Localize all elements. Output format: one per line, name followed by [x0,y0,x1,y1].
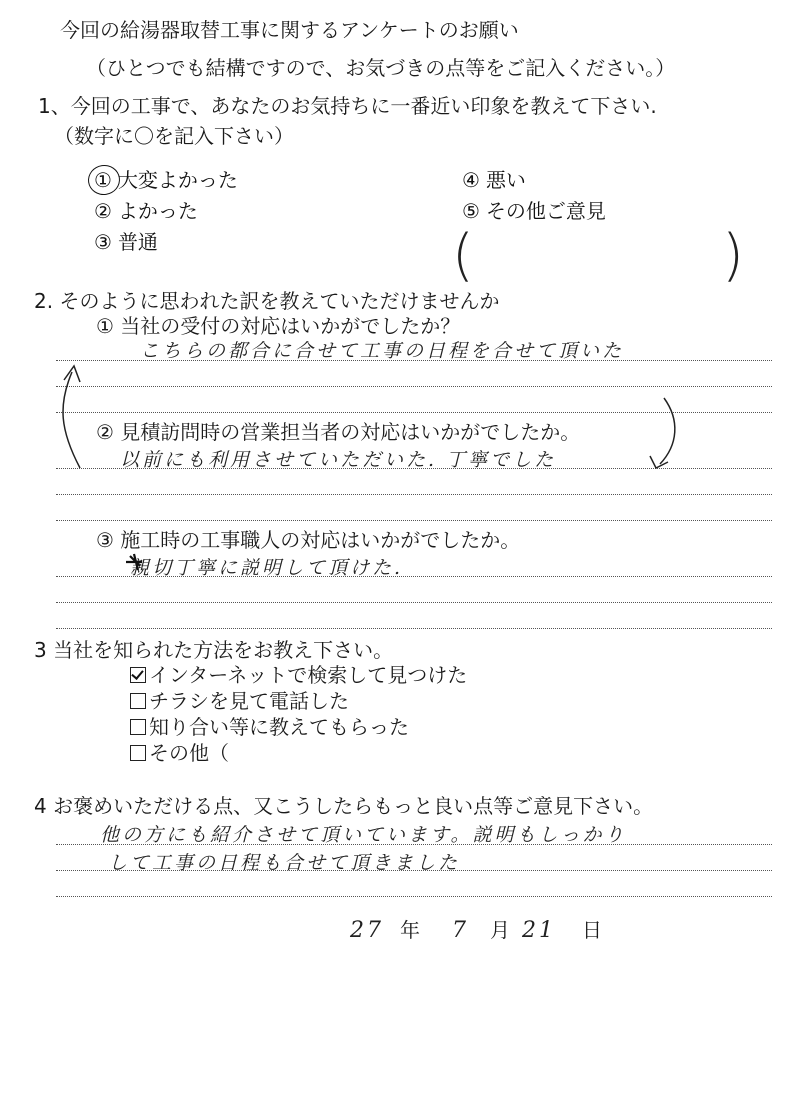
source-option-flyer[interactable] [130,689,349,713]
date-month-label: 月 [490,918,510,942]
survey-title: 今回の給湯器取替工事に関するアンケートのお願い [60,18,519,42]
date-year-value: 27 [350,918,384,943]
source-option-label: インターネットで検索して見つけた [149,663,468,687]
answer-4-line-1: 他の方にも紹介させて頂いています。説明もしっかり [100,824,627,846]
option-number: ① [94,168,112,192]
scribble-mark [126,554,142,570]
date-year-label: 年 [400,918,420,942]
question-2-2: ② 見積訪問時の営業担当者の対応はいかがでしたか。 [96,420,581,444]
answer-line [56,870,772,871]
question-2-1: ① 当社の受付の対応はいかがでしたか？ [96,314,461,338]
option-label: 普通 [117,230,158,254]
question-1: 1、今回の工事で、あなたのお気持ちに一番近い印象を教えて下さい. [38,94,657,118]
checkbox[interactable] [130,693,146,709]
question-2: 2. そのように思われた訳を教えていただけませんか [34,289,500,313]
option-label: 悪い [485,168,526,192]
left-arrow-head [64,366,80,382]
date-day-value: 21 [522,918,556,943]
question-4: 4 お褒めいただける点、又こうしたらもっと良い点等ご意見下さい。 [34,794,654,818]
option-label: その他ご意見 [485,199,606,223]
question-3: 3 当社を知られた方法をお教え下さい。 [34,638,394,662]
question-1-instruction: （数字に〇を記入下さい） [54,124,294,148]
date-day-label: 日 [582,918,602,942]
question-2-3: ③ 施工時の工事職人の対応はいかがでしたか。 [96,528,521,552]
source-option-label: チラシを見て電話した [149,689,349,713]
left-curve-arrow [63,372,80,468]
other-opinion-open-paren: ( [452,223,474,288]
answer-2-3: 親切丁寧に説明して頂けた. [130,557,404,579]
answer-line [56,844,772,845]
answer-line [56,896,772,897]
right-curve-arrow [660,398,675,464]
answer-4-line-2: して工事の日程も合せて頂きました [108,852,461,874]
checkbox-checked[interactable] [130,667,146,683]
source-option-internet[interactable] [130,663,467,687]
answer-2-2: 以前にも利用させていただいた. 丁寧でした [120,449,557,471]
option-number: ④ [462,168,480,192]
survey-subtitle: （ひとつでも結構ですので、お気づきの点等をご記入ください。） [86,56,676,80]
option-label: 大変よかった [117,168,238,192]
checkbox[interactable] [130,719,146,735]
source-option-label: 知り合い等に教えてもらった [149,715,409,739]
checkbox[interactable] [130,745,146,761]
option-label: よかった [117,199,198,223]
source-option-other[interactable] [130,741,229,765]
other-opinion-close-paren: ) [722,223,744,288]
source-option-label: その他（ [149,741,229,765]
answer-2-1: こちらの都合に合せて工事の日程を合せて頂いた [140,340,625,362]
date-month-value: 7 [452,918,469,943]
option-number: ③ [94,230,112,254]
source-option-acquaintance[interactable] [130,715,409,739]
option-number: ⑤ [462,199,480,223]
option-number: ② [94,199,112,223]
